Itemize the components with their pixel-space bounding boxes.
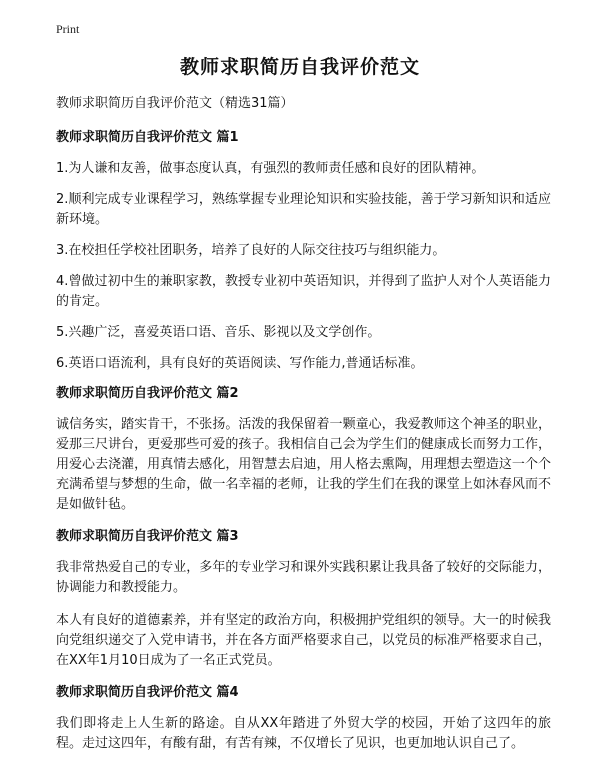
section-heading: 教师求职简历自我评价范文 篇1 [56,130,239,145]
paragraph: 4.曾做过初中生的兼职家教，教授专业初中英语知识，并得到了监护人对个人英语能力的肯定。 [56,274,551,309]
paragraph: 6.英语口语流利，具有良好的英语阅读、写作能力,普通话标准。 [56,356,424,371]
paragraph: 2.顺利完成专业课程学习，熟练掌握专业理论知识和实验技能，善于学习新知识和适应新环境。 [56,192,551,227]
paragraph: 1.为人谦和友善，做事态度认真，有强烈的教师责任感和良好的团队精神。 [56,161,485,176]
paragraph: 我非常热爱自己的专业，多年的专业学习和课外实践积累让我具备了较好的交际能力，协调能力和教授能力。 [56,560,551,595]
paragraph: 我们即将走上人生新的路途。自从XX年踏进了外贸大学的校园，开始了这四年的旅程。走过这四年，有酸有甜，有苦有辣，不仅增长了见识，也更加地认识自己了。 [56,716,551,751]
section-heading: 教师求职简历自我评价范文 篇4 [56,685,239,700]
paragraph: 5.兴趣广泛，喜爱英语口语、音乐、影视以及文学创作。 [56,325,381,340]
document-subtitle: 教师求职简历自我评价范文（精选31篇） [56,96,294,111]
print-link[interactable]: Print [56,22,80,36]
paragraph: 本人有良好的道德素养，并有坚定的政治方向，积极拥护党组织的领导。大一的时候我向党组织递交了入党申请书，并在各方面严格要求自己，以党员的标准严格要求自己，在XX年1月10日成为了一名正式党员。 [56,613,551,668]
section-heading: 教师求职简历自我评价范文 篇2 [56,386,239,401]
document-body [56,95,551,767]
section-heading: 教师求职简历自我评价范文 篇3 [56,529,239,544]
paragraph: 诚信务实，踏实肯干，不张扬。活泼的我保留着一颗童心，我爱教师这个神圣的职业，爱那三尺讲台，更爱那些可爱的孩子。我相信自己会为学生们的健康成长而努力工作，用爱心去浇灌，用真情去感化，用智慧去启迪，用人格去熏陶，用理想去塑造这一个个充满希望与梦想的生命，做一名幸福的老师，让我的学生们在我的课堂上如沐春风而不是如做针毡。 [56,417,551,512]
document-title: 教师求职简历自我评价范文 [179,56,420,78]
paragraph: 3.在校担任学校社团职务，培养了良好的人际交往技巧与组织能力。 [56,243,446,258]
